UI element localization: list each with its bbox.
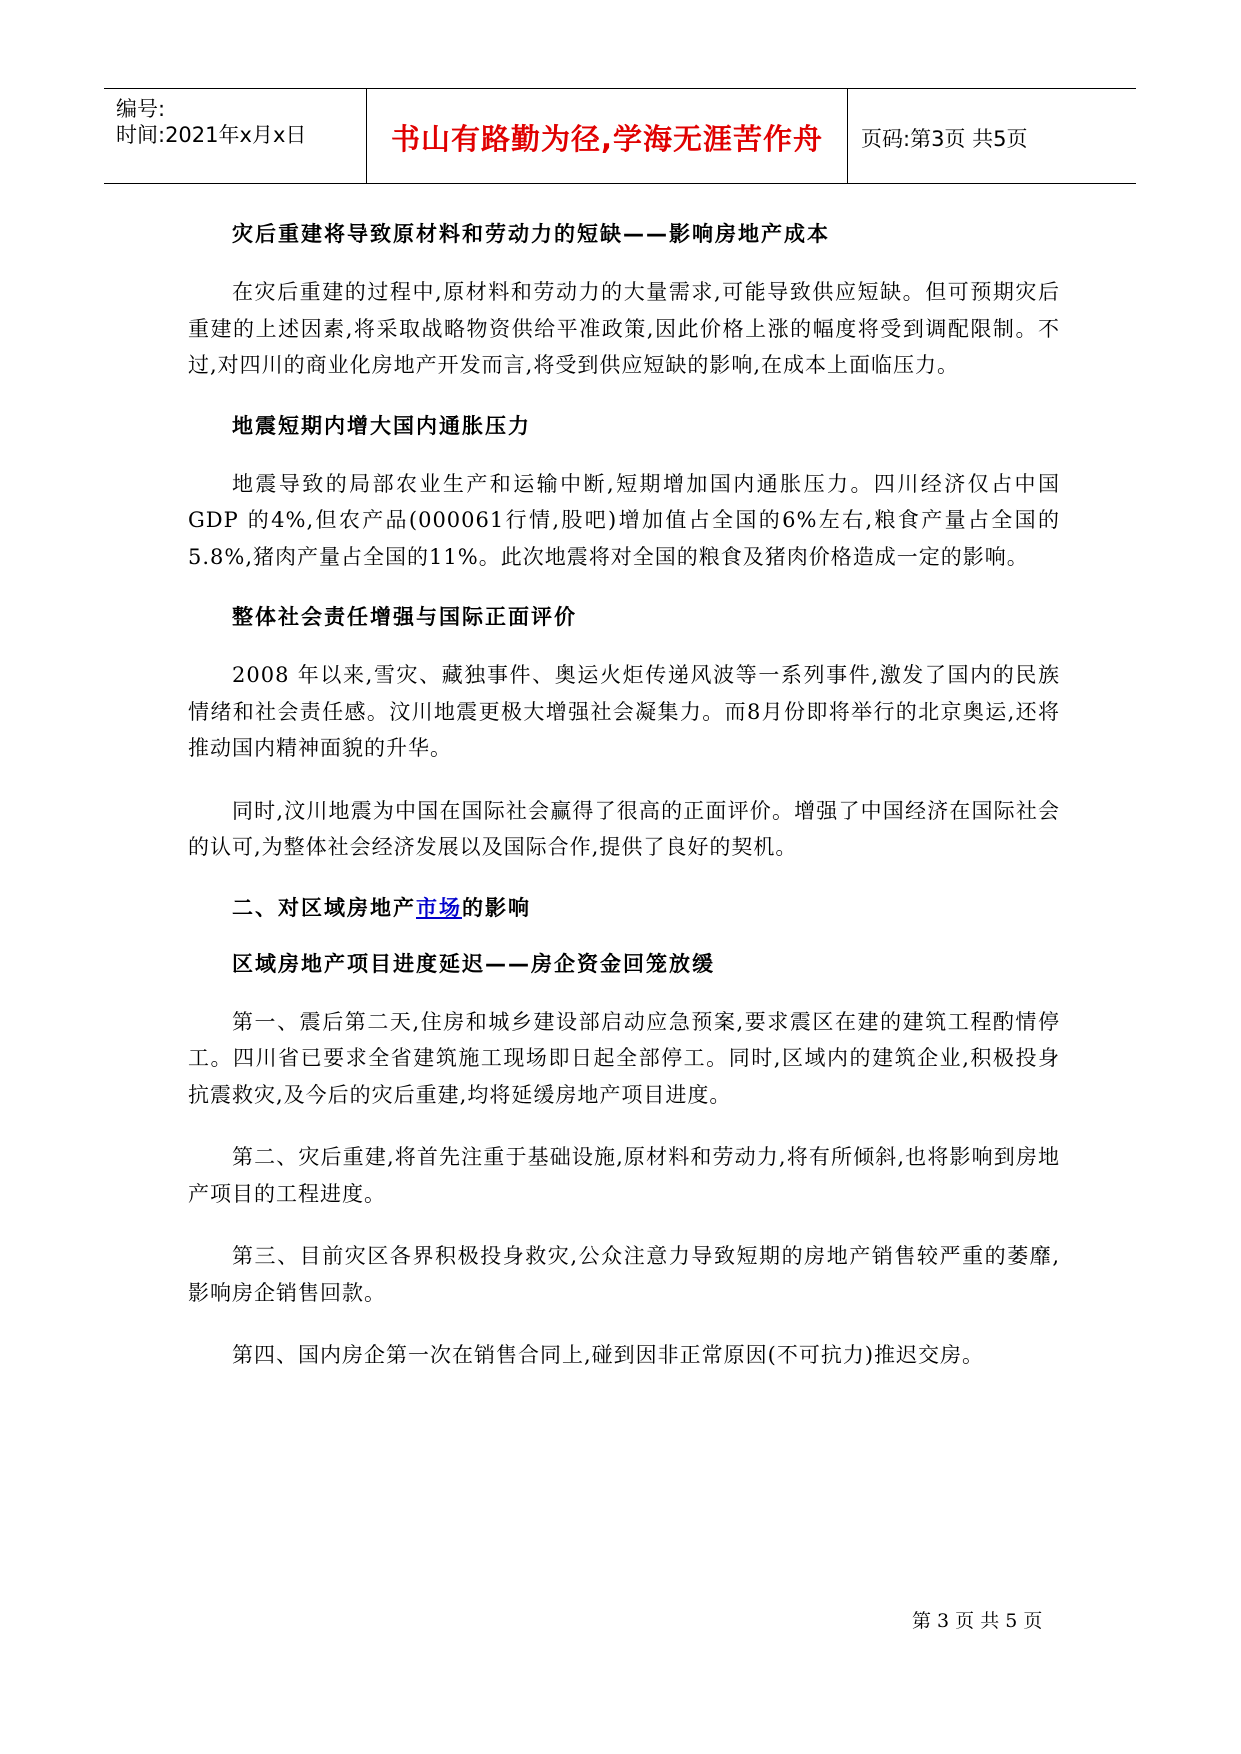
- market-link[interactable]: 市场: [416, 895, 462, 920]
- paragraph: 第三、目前灾区各界积极投身救灾,公众注意力导致短期的房地产销售较严重的萎靡,影响房企销售回款。: [188, 1244, 1060, 1305]
- paragraph: 在灾后重建的过程中,原材料和劳动力的大量需求,可能导致供应短缺。但可预期灾后重建的上述因素,将采取战略物资供给平准政策,因此价格上涨的幅度将受到调配限制。不过,对四川的商业化房地产开发而言,将受到供应短缺的影响,在成本上面临压力。: [188, 280, 1060, 377]
- section-heading: 地震短期内增大国内通胀压力: [232, 413, 531, 438]
- page-footer: 第 3 页 共 5 页: [912, 1610, 1043, 1632]
- motto-text: 书山有路勤为径,学海无涯苦作舟: [390, 122, 824, 156]
- paragraph: 同时,汶川地震为中国在国际社会赢得了很高的正面评价。增强了中国经济在国际社会的认可,为整体社会经济发展以及国际合作,提供了良好的契机。: [188, 798, 1060, 859]
- paragraph: 地震导致的局部农业生产和运输中断,短期增加国内通胀压力。四川经济仅占中国GDP 的4%,但农产品(000061行情,股吧)增加值占全国的6%左右,粮食产量占全国的5.8%,猪肉产量占全国的11%。此次地震将对全国的粮食及猪肉价格造成一定的影响。: [188, 471, 1060, 569]
- paragraph: 第四、国内房企第一次在销售合同上,碰到因非正常原因(不可抗力)推迟交房。: [232, 1343, 985, 1367]
- chapter-heading-suffix: 的影响: [462, 895, 531, 920]
- paragraph: 2008 年以来,雪灾、藏独事件、奥运火炬传递风波等一系列事件,激发了国内的民族情绪和社会责任感。汶川地震更极大增强社会凝集力。而8月份即将举行的北京奥运,还将推动国内精神面貌的升华。: [188, 663, 1060, 760]
- time-label: 时间:2021年x月x日: [116, 123, 307, 147]
- header-middle-cell: [367, 89, 848, 183]
- document-header: [104, 88, 1136, 184]
- paragraph: 第二、灾后重建,将首先注重于基础设施,原材料和劳动力,将有所倾斜,也将影响到房地产项目的工程进度。: [188, 1145, 1060, 1206]
- section-heading: 整体社会责任增强与国际正面评价: [232, 605, 577, 629]
- number-label: 编号:: [116, 97, 166, 121]
- page-code: 页码:第3页 共5页: [861, 127, 1028, 151]
- chapter-heading-prefix: 二、对区域房地产: [232, 895, 416, 920]
- section-heading: 灾后重建将导致原材料和劳动力的短缺——影响房地产成本: [232, 222, 830, 246]
- section-heading: 区域房地产项目进度延迟——房企资金回笼放缓: [232, 951, 715, 976]
- chapter-heading: [232, 892, 1060, 922]
- header-left-cell: [104, 89, 367, 183]
- document-body: [188, 200, 1060, 1400]
- header-right-cell: [849, 89, 1136, 183]
- paragraph: 第一、震后第二天,住房和城乡建设部启动应急预案,要求震区在建的建筑工程酌情停工。四川省已要求全省建筑施工现场即日起全部停工。同时,区域内的建筑企业,积极投身抗震救灾,及今后的灾后重建,均将延缓房地产项目进度。: [188, 1009, 1060, 1107]
